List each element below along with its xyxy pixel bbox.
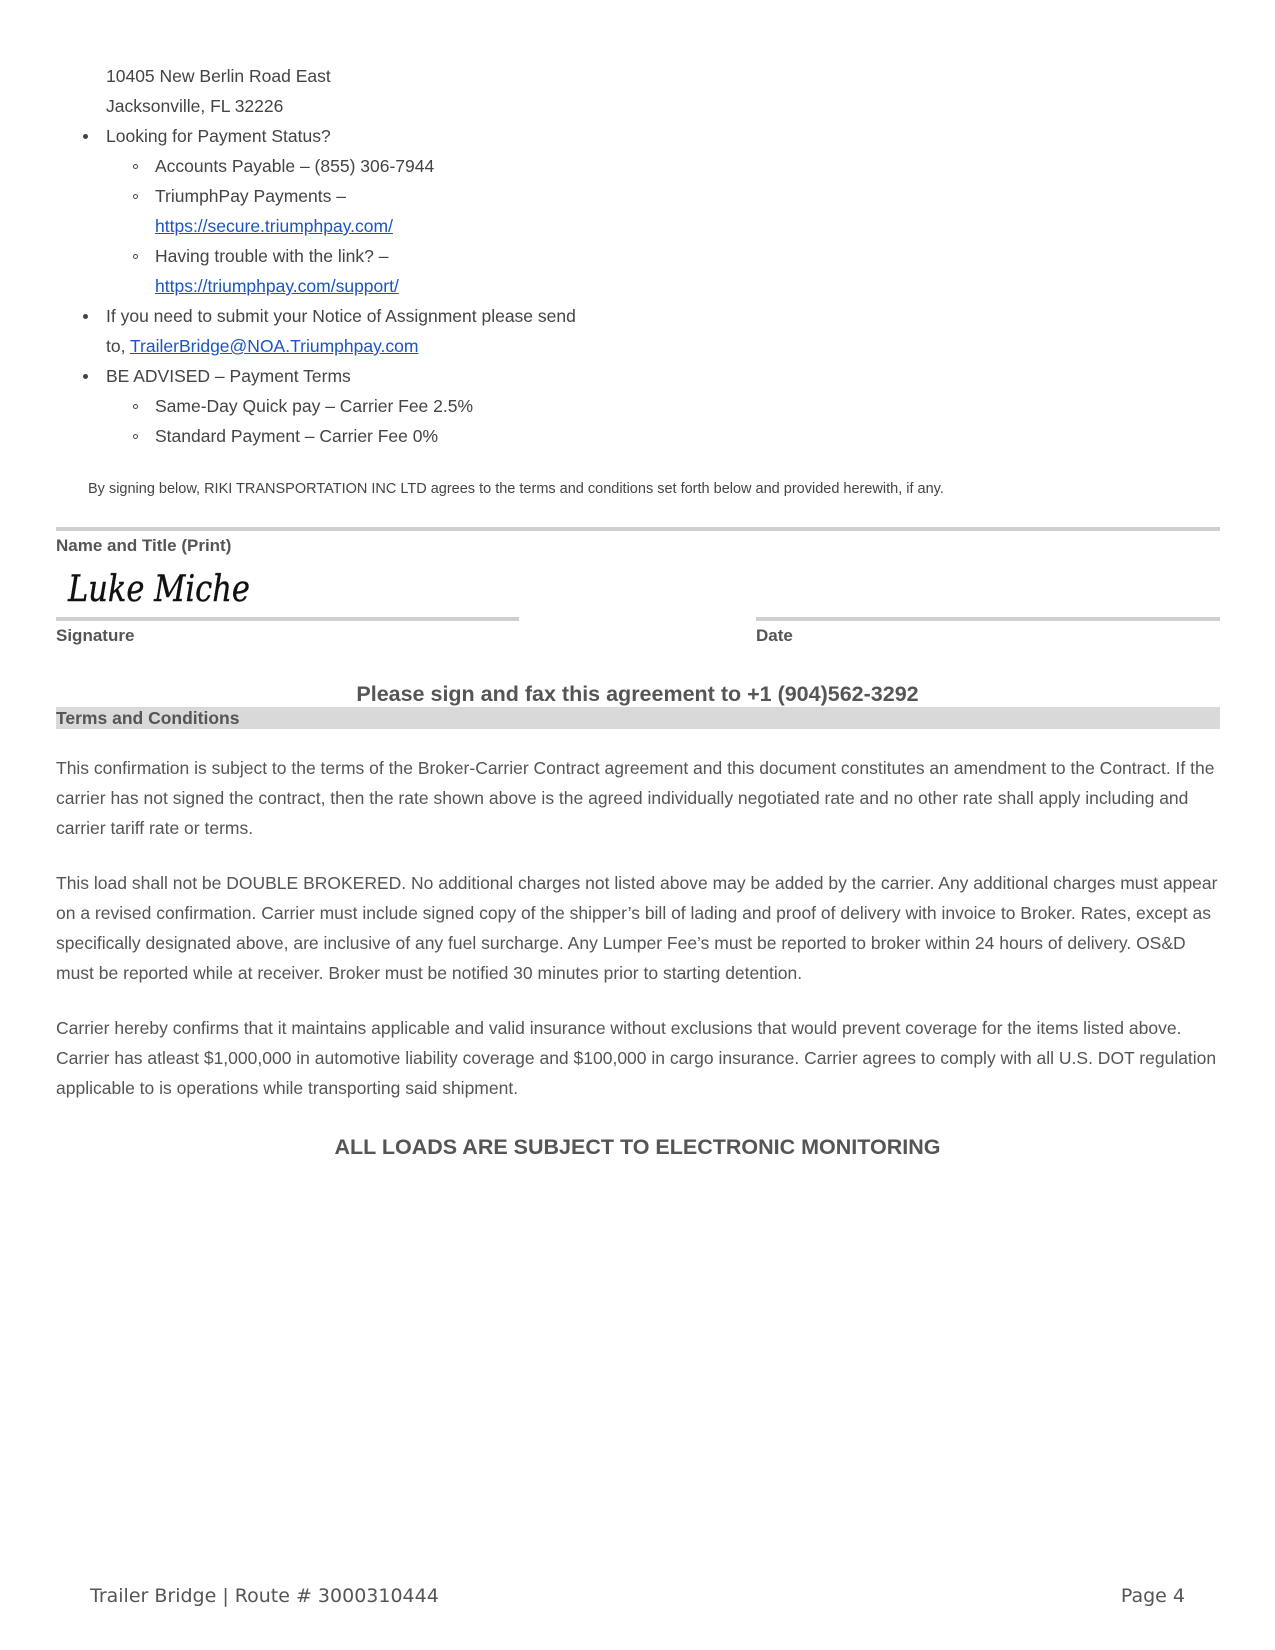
sub-bullet-circle	[133, 434, 138, 439]
footer-route: Trailer Bridge | Route # 3000310444	[90, 1585, 439, 1607]
payment-status-heading: Looking for Payment Status?	[106, 126, 331, 146]
payment-terms-heading: BE ADVISED – Payment Terms	[106, 366, 351, 386]
monitoring-notice: ALL LOADS ARE SUBJECT TO ELECTRONIC MONITORING	[334, 1135, 941, 1159]
name-title-rule	[56, 527, 1220, 531]
noa-prefix: to,	[106, 336, 126, 356]
name-title-label: Name and Title (Print)	[56, 536, 232, 555]
triumphpay-label: TriumphPay Payments –	[155, 186, 346, 206]
terms-paragraph: Carrier hereby confirms that it maintains applicable and valid insurance without exclusions that would prevent coverage for the items listed above. Carrier has atleast $1,000,000 in automotive liability coverage and $100,000 in cargo insurance. Carrier agrees to comply with all U.S. DOT regulation applicable to is operations while transporting said shipment.	[56, 1018, 1217, 1098]
sub-bullet-circle	[133, 254, 138, 259]
triumphpay-link[interactable]: https://secure.triumphpay.com/	[155, 216, 393, 236]
date-rule	[756, 617, 1220, 621]
fax-notice: Please sign and fax this agreement to +1 (904)562-3292	[356, 682, 919, 706]
sub-bullet-circle	[133, 404, 138, 409]
date-label: Date	[756, 626, 793, 645]
quick-pay-line: Same-Day Quick pay – Carrier Fee 2.5%	[155, 396, 474, 416]
signature-rule	[56, 617, 519, 621]
terms-paragraph: This confirmation is subject to the terms of the Broker-Carrier Contract agreement and this document constitutes an amendment to the Contract. If the carrier has not signed the contract, then the rate shown above is the agreed individually negotiated rate and no other rate shall apply including and carrier tariff rate or terms.	[56, 758, 1215, 838]
signature-text: Luke Miche	[67, 569, 251, 610]
footer-page-number: Page 4	[1120, 1585, 1185, 1607]
sub-bullet-circle	[133, 194, 138, 199]
signature-label: Signature	[56, 626, 135, 645]
terms-heading: Terms and Conditions	[56, 708, 240, 728]
accounts-payable-line: Accounts Payable – (855) 306-7944	[155, 156, 435, 176]
noa-email-link[interactable]: TrailerBridge@NOA.Triumphpay.com	[130, 336, 419, 356]
handwritten-signature	[66, 564, 256, 619]
trouble-label: Having trouble with the link? –	[155, 246, 389, 266]
standard-payment-line: Standard Payment – Carrier Fee 0%	[155, 426, 439, 446]
noa-line1: If you need to submit your Notice of Assignment please send	[106, 306, 576, 326]
bullet-dot	[83, 134, 88, 139]
address-street: 10405 New Berlin Road East	[106, 66, 331, 86]
support-link[interactable]: https://triumphpay.com/support/	[155, 276, 399, 296]
terms-heading-bar	[56, 707, 1220, 729]
address-city: Jacksonville, FL 32226	[106, 96, 284, 116]
sub-bullet-circle	[133, 164, 138, 169]
bullet-dot	[83, 314, 88, 319]
terms-paragraph: This load shall not be DOUBLE BROKERED. No additional charges not listed above may be added by the carrier. Any additional charges must appear on a revised confirmation. Carrier must include signed copy of the shipper’s bill of lading and proof of delivery with invoice to Broker. Rates, except as specifically designated above, are inclusive of any fuel surcharge. Any Lumper Fee’s must be reported to broker within 24 hours of delivery. OS&D must be reported while at receiver. Broker must be notified 30 minutes prior to starting detention.	[56, 873, 1218, 983]
signing-note: By signing below, RIKI TRANSPORTATION INC LTD agrees to the terms and conditions set forth below and provided herewith, if any.	[88, 481, 944, 497]
bullet-dot	[83, 374, 88, 379]
